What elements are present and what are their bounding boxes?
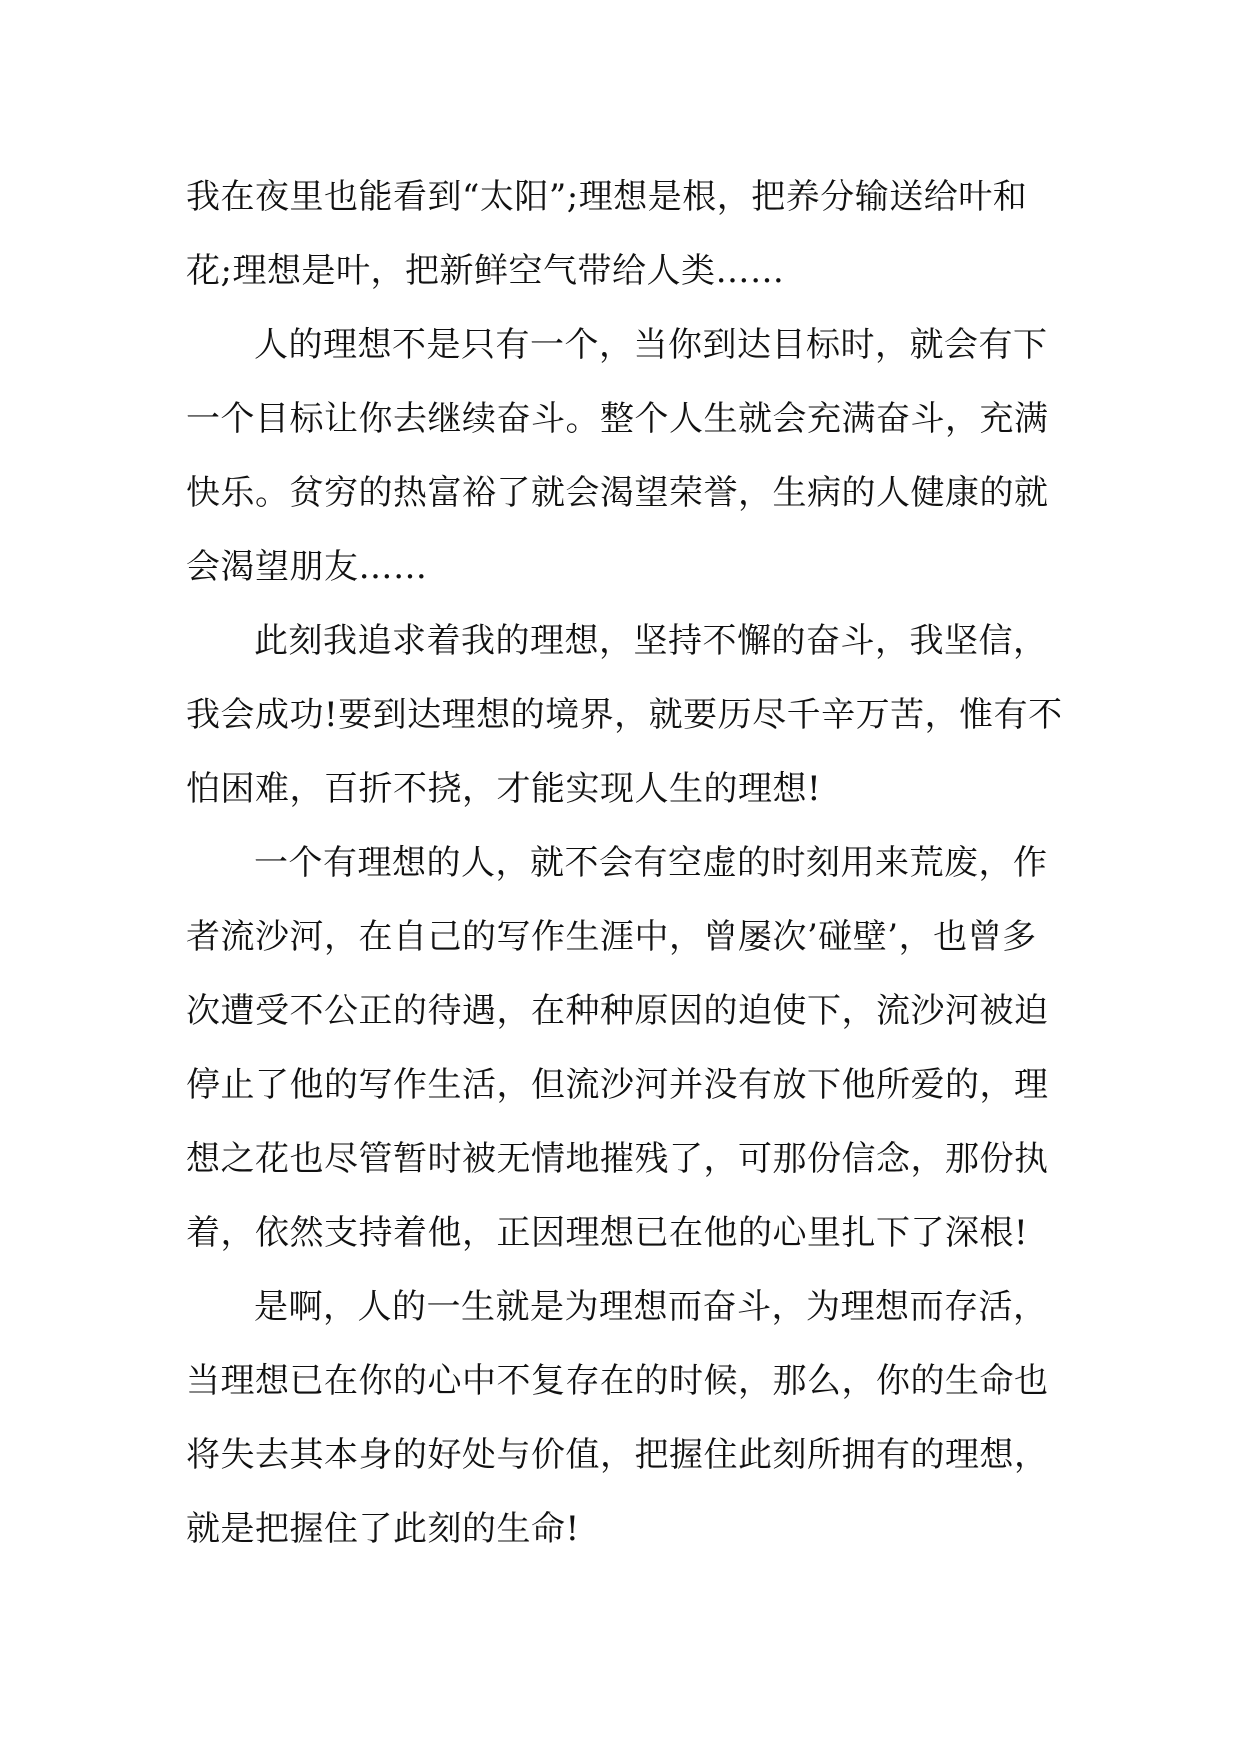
paragraph-1 [186, 160, 1056, 308]
paragraph-line: 者流沙河，在自己的写作生涯中，曾屡次’碰壁’，也曾多 [186, 917, 1037, 957]
paragraph-line: 一个目标让你去继续奋斗。整个人生就会充满奋斗，充满 [186, 399, 1049, 439]
paragraph-line: 是啊，人的一生就是为理想而奋斗，为理想而存活， [254, 1287, 1048, 1327]
paragraph-3 [186, 604, 1063, 826]
paragraph-line: 快乐。贫穷的热富裕了就会渴望荣誉，生病的人健康的就 [186, 473, 1049, 513]
paragraph-line: 就是把握住了此刻的生命! [186, 1509, 580, 1549]
paragraph-line: 花;理想是叶，把新鲜空气带给人类…… [186, 251, 785, 291]
paragraph-line: 当理想已在你的心中不复存在的时候，那么，你的生命也 [186, 1361, 1049, 1401]
paragraph-line: 人的理想不是只有一个，当你到达目标时，就会有下 [254, 325, 1048, 365]
paragraph-line: 次遭受不公正的待遇，在种种原因的迫使下，流沙河被迫 [186, 991, 1049, 1031]
paragraph-line: 想之花也尽管暂时被无情地摧残了，可那份信念，那份执 [186, 1139, 1049, 1179]
paragraph-line: 一个有理想的人，就不会有空虚的时刻用来荒废，作 [254, 843, 1048, 883]
paragraph-4 [186, 826, 1056, 1270]
paragraph-5 [186, 1270, 1056, 1566]
document-body [186, 160, 1063, 1566]
paragraph-line: 我在夜里也能看到“太阳”;理想是根，把养分输送给叶和 [186, 177, 1028, 217]
paragraph-line: 怕困难，百折不挠，才能实现人生的理想! [186, 769, 822, 809]
paragraph-line: 会渴望朋友…… [186, 547, 428, 587]
paragraph-line: 我会成功!要到达理想的境界，就要历尽千辛万苦，惟有不 [186, 695, 1063, 735]
paragraph-2 [186, 308, 1056, 604]
paragraph-line: 将失去其本身的好处与价值，把握住此刻所拥有的理想， [186, 1435, 1049, 1475]
paragraph-line: 停止了他的写作生活，但流沙河并没有放下他所爱的，理 [186, 1065, 1049, 1105]
paragraph-line: 此刻我追求着我的理想，坚持不懈的奋斗，我坚信， [254, 621, 1048, 661]
paragraph-line: 着，依然支持着他，正因理想已在他的心里扎下了深根! [186, 1213, 1029, 1253]
